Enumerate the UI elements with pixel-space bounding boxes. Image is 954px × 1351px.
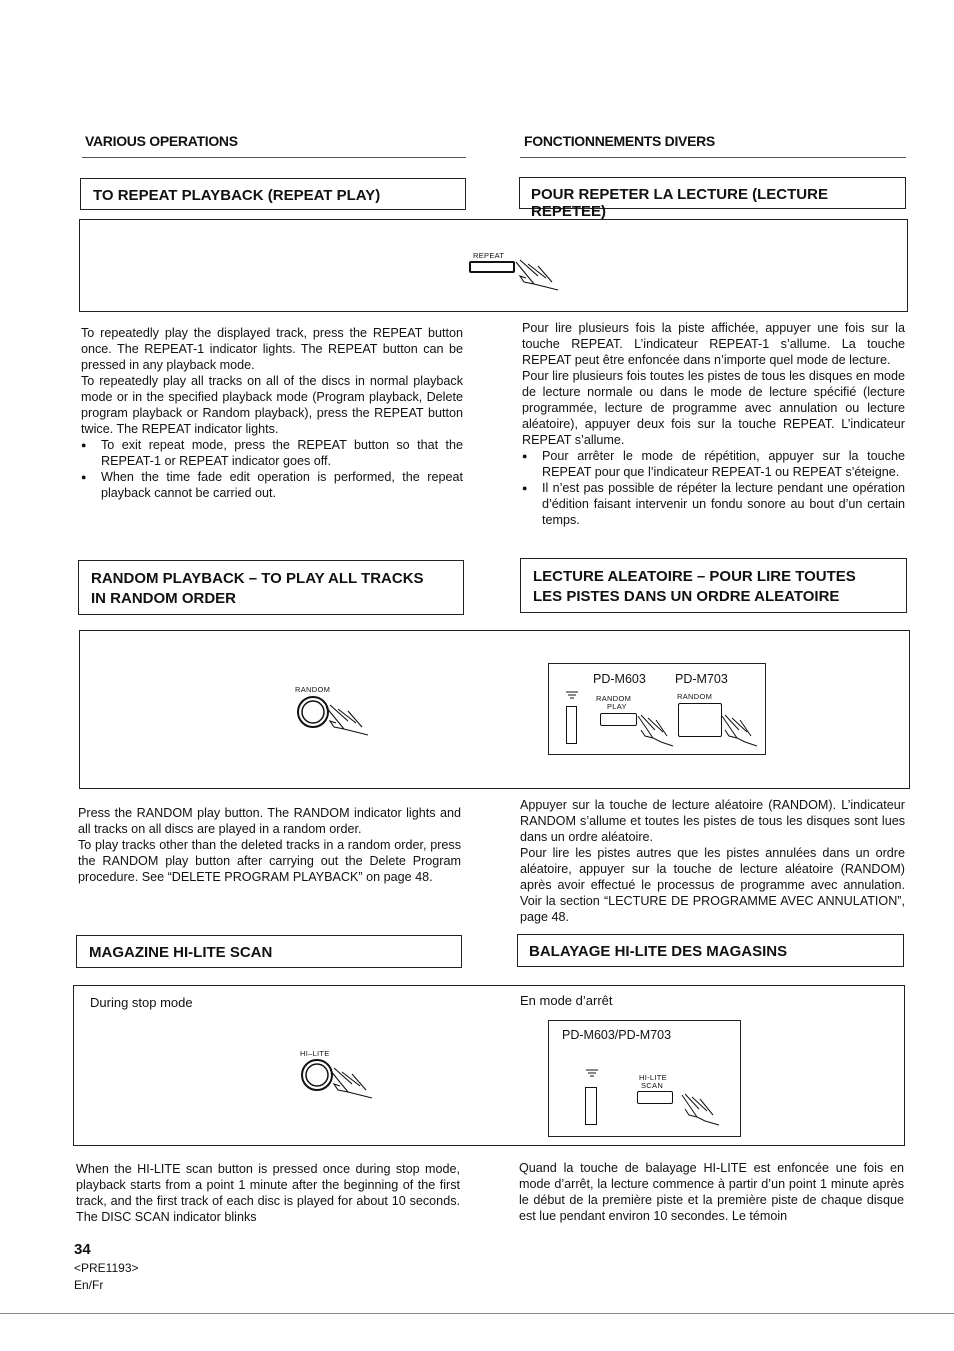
sensor-waves-icon: [565, 690, 579, 700]
drawer-slot: [585, 1087, 597, 1125]
repeat-text-fr: [522, 320, 905, 528]
hilite-button-label: HI–LITE: [300, 1049, 330, 1058]
random-button-large[interactable]: [678, 703, 722, 737]
language-code: En/Fr: [74, 1278, 104, 1292]
hilite-title-fr: BALAYAGE HI-LITE DES MAGASINS: [529, 943, 788, 960]
repeat-title-fr: POUR REPETER LA LECTURE (LECTURE REPETEE): [531, 186, 828, 220]
pressing-hand-icon: [719, 712, 761, 748]
paragraph: Press the RANDOM play button. The RANDOM indicator lights and all tracks on all discs are played in a random order.: [78, 806, 461, 836]
random-figure: [79, 630, 910, 789]
hilite-heading-fr: [517, 934, 904, 967]
random-play-button[interactable]: [600, 713, 637, 726]
page-number: 34: [74, 1241, 91, 1258]
pressing-hand-icon: [322, 701, 374, 737]
hilite-title-en: MAGAZINE HI-LITE SCAN: [89, 944, 273, 961]
paragraph: Quand la touche de balayage HI-LITE est enfoncée une fois en mode d’arrêt, la lecture commence à partir d’un point 1 minute après le début de la première piste et la première piste de chaque disque est lue pendant environ 10 secondes. Le témoin: [519, 1161, 904, 1223]
hilite-heading-en: [76, 935, 462, 968]
repeat-heading-fr: [519, 177, 906, 220]
random-label: RANDOM: [677, 692, 713, 701]
random-title-en-line2: IN RANDOM ORDER: [91, 590, 236, 607]
bottom-rule: [0, 1313, 954, 1314]
bullet-item: ● To exit repeat mode, press the REPEAT button so that the REPEAT-1 or REPEAT indicator goes off.: [81, 437, 463, 469]
bullet-item: ● Pour arrêter le mode de répétition, appuyer sur la touche REPEAT pour que l’indicateur REPEAT-1 ou REPEAT s’éteigne.: [522, 448, 905, 480]
divider: [520, 157, 906, 158]
section-header-fr: FONCTIONNEMENTS DIVERS: [524, 133, 715, 149]
model-label: PD-M603: [593, 672, 646, 686]
bullet-item: ● Il n’est pas possible de répéter la lecture pendant une opération d’édition faisant intervenir un fondu sonore au bout d’un certain temps.: [522, 480, 905, 528]
random-play-label: RANDOM: [596, 694, 632, 703]
repeat-button[interactable]: [469, 261, 515, 273]
random-play-label: PLAY: [607, 702, 627, 711]
model-panel: [548, 663, 766, 755]
sensor-waves-icon: [585, 1068, 599, 1078]
random-title-fr-line1: LECTURE ALEATOIRE – POUR LIRE TOUTES: [533, 568, 856, 585]
section-header-en: VARIOUS OPERATIONS: [85, 133, 238, 149]
hilite-scan-button[interactable]: [637, 1091, 673, 1104]
scan-label: HI-LITE: [639, 1073, 667, 1082]
pressing-hand-icon: [635, 712, 677, 748]
hilite-text-fr: [519, 1160, 904, 1224]
pressing-hand-icon: [679, 1091, 725, 1127]
random-text-en: [78, 805, 461, 885]
paragraph: To repeatedly play all tracks on all of the discs in normal playback mode or in the specified playback mode (Program playback, Delete program playback or Random playback), press the REPEAT button twice. The REPEAT indicator lights.: [81, 374, 463, 436]
repeat-heading-en: [80, 178, 466, 210]
hilite-figure: [73, 985, 905, 1146]
repeat-button-label: REPEAT: [473, 251, 505, 260]
random-button-label: RANDOM: [295, 685, 331, 694]
repeat-title-en: TO REPEAT PLAYBACK (REPEAT PLAY): [93, 187, 381, 204]
drawer-slot: [566, 706, 577, 744]
paragraph: When the HI-LITE scan button is pressed once during stop mode, playback starts from a point 1 minute after the beginning of the first track, and the first track of each disc is played for about 10 seconds. The DISC SCAN indicator blinks: [76, 1162, 460, 1224]
repeat-figure: [79, 219, 908, 312]
random-heading-fr: [520, 558, 907, 613]
bullet-item: ● When the time fade edit operation is performed, the repeat playback cannot be carried out.: [81, 469, 463, 501]
scan-label: SCAN: [641, 1081, 664, 1090]
model-label: PD-M603/PD-M703: [562, 1028, 672, 1042]
model-label: PD-M703: [675, 672, 728, 686]
document-code: <PRE1193>: [74, 1261, 139, 1275]
hilite-text-en: [76, 1161, 460, 1225]
random-text-fr: [520, 797, 905, 925]
model-panel: [548, 1020, 741, 1137]
repeat-text-en: [81, 325, 463, 501]
pressing-hand-icon: [512, 256, 564, 292]
random-title-fr-line2: LES PISTES DANS UN ORDRE ALEATOIRE: [533, 588, 840, 605]
paragraph: Appuyer sur la touche de lecture aléatoire (RANDOM). L’indicateur RANDOM s’allume et toutes les pistes de tous les disques sont lues dans un ordre aléatoire.: [520, 798, 905, 844]
stop-mode-label-en: During stop mode: [90, 995, 193, 1010]
stop-mode-label-fr: En mode d’arrêt: [520, 993, 613, 1008]
random-heading-en: [78, 560, 464, 615]
paragraph: Pour lire les pistes autres que les pistes annulées dans un ordre aléatoire, appuyer sur la touche de lecture aléatoire (RANDOM) après avoir effectué le processus de programme avec annulation. Voir la section “LECTURE DE PROGRAMME AVEC ANNULATION”, page 48.: [520, 846, 905, 924]
pressing-hand-icon: [326, 1064, 378, 1100]
paragraph: To repeatedly play the displayed track, press the REPEAT button once. The REPEAT-1 indicator lights. The REPEAT button can be pressed in any playback mode.: [81, 326, 463, 372]
random-title-en-line1: RANDOM PLAYBACK – TO PLAY ALL TRACKS: [91, 570, 424, 587]
divider: [82, 157, 466, 158]
paragraph: To play tracks other than the deleted tracks in a random order, press the RANDOM play button after carrying out the Delete Program procedure. See “DELETE PROGRAM PLAYBACK” on page 48.: [78, 838, 461, 884]
paragraph: Pour lire plusieurs fois la piste affichée, appuyer une fois sur la touche REPEAT. L’indicateur REPEAT-1 s’allume. La touche REPEAT peut être enfoncée dans n’importe quel mode de lecture.: [522, 321, 905, 367]
paragraph: Pour lire plusieurs fois toutes les pistes de tous les disques en mode de lecture normale ou dans le mode de lecture spécifié (lecture programmée, lecture de programme avec annulation ou lecture aléatoire), appuyer deux fois sur la touche REPEAT. L’indicateur REPEAT s’allume.: [522, 369, 905, 447]
